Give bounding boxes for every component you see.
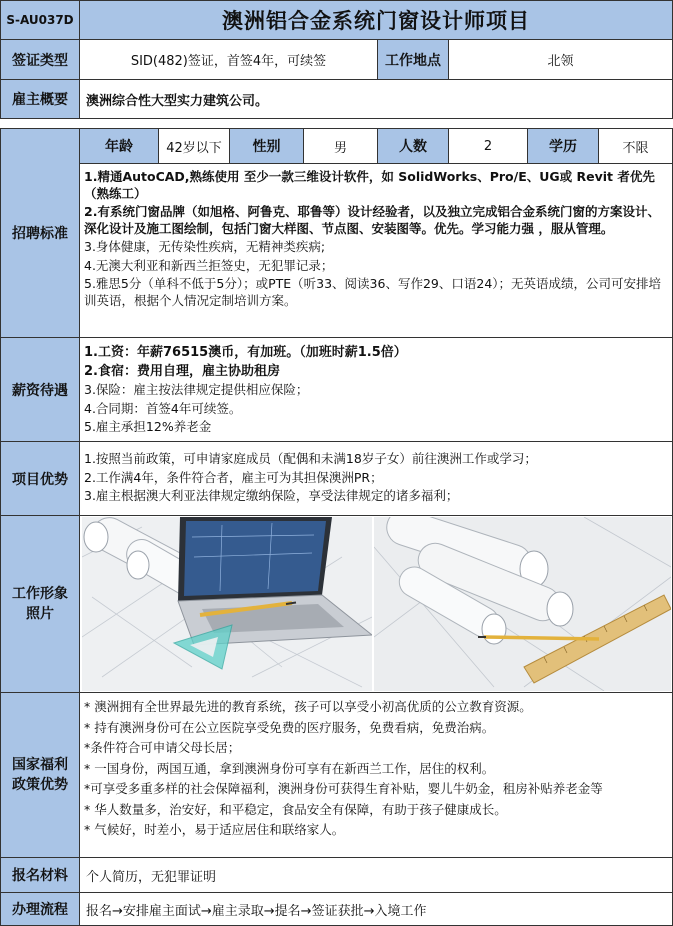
edu-label: 学历	[527, 128, 599, 164]
edu-value: 不限	[598, 128, 673, 164]
welfare-item-2: * 持有澳洲身份可在公立医院享受免费的医疗服务，免费看病，免费治病。	[84, 719, 495, 735]
welfare-item-3: *条件符合可申请父母长居；	[84, 740, 241, 755]
adv-item-2: 2.工作满4年，条件符合者，雇主可为其担保澳洲PR；	[84, 469, 383, 485]
blueprint-ruler-illustration	[374, 517, 671, 691]
welfare-label: 国家福利政策优势	[0, 692, 80, 858]
welfare-item-5: *可享受多重多样的社会保障福利，澳洲身份可获得生育补贴，婴儿牛奶金，租房补贴养老金等	[84, 781, 603, 796]
location-value: 北领	[448, 39, 673, 80]
process-value: 报名→安排雇主面试→雇主录取→提名→签证获批→入境工作	[79, 892, 673, 926]
salary-list	[79, 337, 673, 442]
req-item-1: 1.精通AutoCAD,熟练使用 至少一款三维设计软件，如 SolidWorks、Pro/E、UG或 Revit 者优先（熟练工）	[84, 169, 655, 201]
photo-laptop-blueprints	[82, 517, 372, 691]
welfare-item-4: * 一国身份，两国互通，拿到澳洲身份可享有在新西兰工作，居住的权利。	[84, 760, 495, 776]
adv-item-1: 1.按照当前政策，可申请家庭成员（配偶和未满18岁子女）前往澳洲工作或学习；	[84, 451, 537, 466]
req-item-2: 2.有系统门窗品牌（如旭格、阿鲁克、耶鲁等）设计经验者，以及独立完成铝合金系统门窗的方案设计、深化设计及施工图绘制，包括门窗大样图、节点图、安装图等。优先。学习能力强 ，服从管理。	[84, 204, 660, 236]
welfare-list	[79, 692, 673, 858]
visa-value: SID(482)签证，首签4年，可续签	[79, 39, 378, 80]
photo-blueprints-ruler	[374, 517, 671, 691]
salary-label: 薪资待遇	[0, 337, 80, 442]
welfare-item-7: * 气候好，时差小，易于适应居住和联络家人。	[84, 822, 345, 837]
age-value: 42岁以下	[158, 128, 230, 164]
laptop-blueprint-illustration	[82, 517, 372, 691]
age-label: 年龄	[79, 128, 159, 164]
adv-item-3: 3.雇主根据澳大利亚法律规定缴纳保险，享受法律规定的诸多福利；	[84, 488, 459, 503]
gender-value: 男	[303, 128, 378, 164]
welfare-item-6: * 华人数量多，治安好，和平稳定，食品安全有保障，有助于孩子健康成长。	[84, 801, 507, 817]
requirements-label: 招聘标准	[0, 128, 80, 338]
gender-label: 性别	[229, 128, 304, 164]
count-label: 人数	[377, 128, 449, 164]
visa-label: 签证类型	[0, 39, 80, 80]
req-item-5: 5.雅思5分（单科不低于5分）；或PTE（听33、阅读36、写作29、口语24）；无英语成绩，公司可安排培训英语，根据个人情况定制培训方案。	[84, 276, 662, 308]
salary-item-1: 1.工资：年薪76515澳币，有加班。（加班时薪1.5倍）	[84, 345, 407, 360]
page-title: 澳洲铝合金系统门窗设计师项目	[79, 0, 673, 40]
salary-item-2: 2.食宿：费用自理，雇主协助租房	[84, 363, 280, 379]
salary-item-5: 5.雇主承担12%养老金	[84, 419, 212, 434]
project-code: S-AU037D	[0, 0, 80, 40]
requirements-list	[79, 163, 673, 338]
materials-label: 报名材料	[0, 857, 80, 893]
welfare-item-1: * 澳洲拥有全世界最先进的教育系统，孩子可以享受小初高优质的公立教育资源。	[84, 699, 532, 714]
salary-item-3: 3.保险：雇主按法律规定提供相应保险；	[84, 382, 309, 397]
advantages-list	[79, 441, 673, 516]
materials-value: 个人简历，无犯罪证明	[79, 857, 673, 893]
req-item-4: 4.无澳大利亚和新西兰拒签史，无犯罪记录；	[84, 257, 334, 273]
process-label: 办理流程	[0, 892, 80, 926]
location-label: 工作地点	[377, 39, 449, 80]
req-item-3: 3.身体健康，无传染性疾病，无精神类疾病;	[84, 239, 326, 254]
photos-label: 工作形象照片	[0, 515, 80, 693]
employer-value: 澳洲综合性大型实力建筑公司。	[79, 79, 673, 119]
advantages-label: 项目优势	[0, 441, 80, 516]
salary-item-4: 4.合同期：首签4年可续签。	[84, 400, 242, 416]
employer-label: 雇主概要	[0, 79, 80, 119]
count-value: 2	[448, 128, 528, 164]
